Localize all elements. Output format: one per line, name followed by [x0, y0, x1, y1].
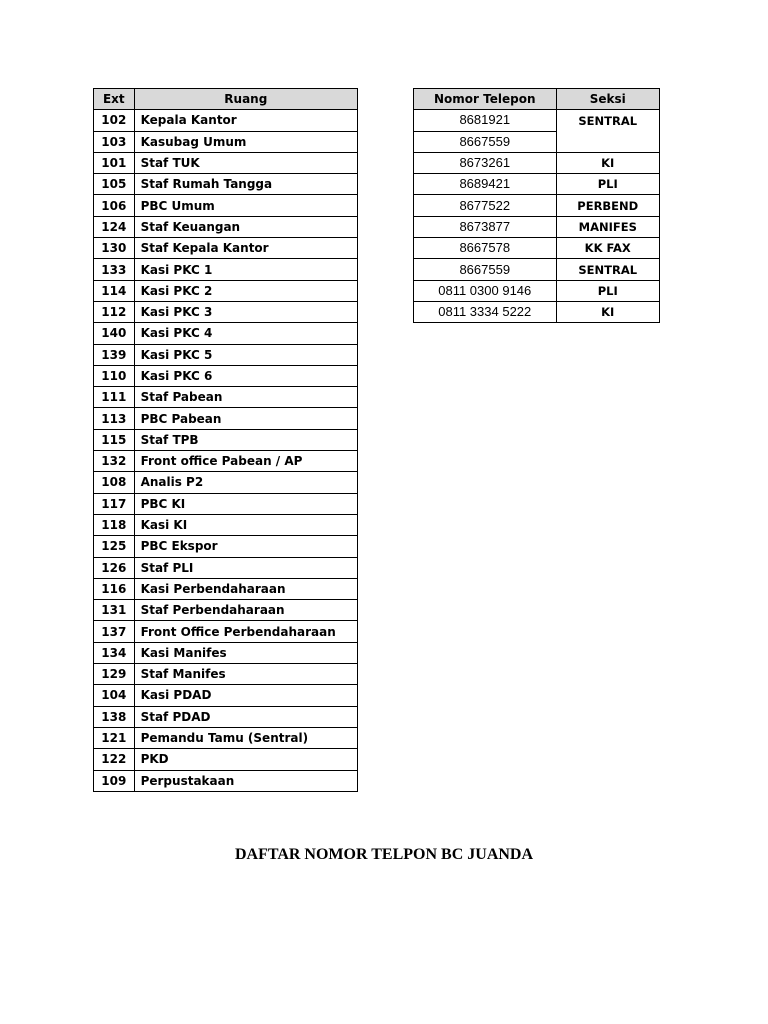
section-cell: PLI: [556, 280, 660, 301]
header-ext: Ext: [94, 89, 135, 110]
ext-cell: 134: [94, 642, 135, 663]
phone-number-cell: 8681921: [414, 110, 557, 131]
table-row: [94, 493, 358, 514]
ext-cell: 105: [94, 174, 135, 195]
phone-number-cell: 0811 0300 9146: [414, 280, 557, 301]
table-row: [414, 195, 660, 216]
ext-cell: 116: [94, 578, 135, 599]
table-row: [94, 110, 358, 131]
table-row: [414, 280, 660, 301]
table-row: [414, 238, 660, 259]
room-cell: Front office Pabean / AP: [134, 451, 357, 472]
phone-number-cell: 8673261: [414, 152, 557, 173]
table-row: [94, 600, 358, 621]
room-cell: PBC Ekspor: [134, 536, 357, 557]
room-cell: Staf Perbendaharaan: [134, 600, 357, 621]
section-cell: SENTRAL: [556, 110, 660, 153]
phone-number-cell: 8667559: [414, 259, 557, 280]
ext-cell: 114: [94, 280, 135, 301]
room-cell: Staf TPB: [134, 429, 357, 450]
table-row: [94, 727, 358, 748]
table-row: [94, 216, 358, 237]
table-row: [94, 280, 358, 301]
room-cell: Kepala Kantor: [134, 110, 357, 131]
room-cell: Front Office Perbendaharaan: [134, 621, 357, 642]
ext-cell: 121: [94, 727, 135, 748]
header-room: Ruang: [134, 89, 357, 110]
room-cell: Kasubag Umum: [134, 131, 357, 152]
phone-number-cell: 8667578: [414, 238, 557, 259]
room-cell: Kasi PKC 3: [134, 301, 357, 322]
table-row: [414, 110, 660, 131]
table-row: [94, 557, 358, 578]
room-cell: PBC KI: [134, 493, 357, 514]
table-row: [94, 365, 358, 386]
table-row: [94, 536, 358, 557]
table-row: [94, 195, 358, 216]
ext-cell: 106: [94, 195, 135, 216]
page-title: DAFTAR NOMOR TELPON BC JUANDA: [234, 846, 534, 863]
ext-cell: 131: [94, 600, 135, 621]
room-cell: Kasi PKC 5: [134, 344, 357, 365]
ext-cell: 112: [94, 301, 135, 322]
ext-cell: 115: [94, 429, 135, 450]
ext-cell: 109: [94, 770, 135, 791]
ext-cell: 137: [94, 621, 135, 642]
ext-cell: 133: [94, 259, 135, 280]
ext-cell: 101: [94, 152, 135, 173]
table-row: [414, 152, 660, 173]
room-cell: Staf Rumah Tangga: [134, 174, 357, 195]
room-cell: Pemandu Tamu (Sentral): [134, 727, 357, 748]
room-cell: Kasi KI: [134, 514, 357, 535]
ext-cell: 111: [94, 387, 135, 408]
phone-table-body: [414, 110, 660, 323]
room-cell: Kasi PDAD: [134, 685, 357, 706]
phone-number-cell: 8689421: [414, 174, 557, 195]
room-cell: Kasi PKC 4: [134, 323, 357, 344]
room-cell: PKD: [134, 749, 357, 770]
table-row: [94, 408, 358, 429]
table-row: [94, 259, 358, 280]
extension-table-header: [94, 89, 358, 110]
ext-cell: 138: [94, 706, 135, 727]
room-cell: Staf Manifes: [134, 664, 357, 685]
room-cell: Staf Kepala Kantor: [134, 238, 357, 259]
section-cell: PERBEND: [556, 195, 660, 216]
room-cell: Analis P2: [134, 472, 357, 493]
table-row: [94, 131, 358, 152]
section-cell: KI: [556, 152, 660, 173]
ext-cell: 129: [94, 664, 135, 685]
phone-table-header: [414, 89, 660, 110]
ext-cell: 108: [94, 472, 135, 493]
ext-cell: 130: [94, 238, 135, 259]
ext-cell: 139: [94, 344, 135, 365]
extension-table: [93, 88, 358, 792]
ext-cell: 113: [94, 408, 135, 429]
room-cell: Staf PLI: [134, 557, 357, 578]
header-phone-number: Nomor Telepon: [414, 89, 557, 110]
table-row: [94, 621, 358, 642]
table-row: [94, 514, 358, 535]
ext-cell: 132: [94, 451, 135, 472]
ext-cell: 104: [94, 685, 135, 706]
ext-cell: 110: [94, 365, 135, 386]
table-row: [94, 429, 358, 450]
phone-number-cell: 8673877: [414, 216, 557, 237]
table-row: [94, 152, 358, 173]
section-cell: PLI: [556, 174, 660, 195]
room-cell: Staf Keuangan: [134, 216, 357, 237]
table-row: [414, 174, 660, 195]
room-cell: Perpustakaan: [134, 770, 357, 791]
table-row: [94, 451, 358, 472]
table-row: [94, 770, 358, 791]
ext-cell: 126: [94, 557, 135, 578]
table-row: [94, 578, 358, 599]
table-row: [94, 238, 358, 259]
table-row: [94, 344, 358, 365]
table-row: [94, 685, 358, 706]
ext-cell: 102: [94, 110, 135, 131]
section-cell: MANIFES: [556, 216, 660, 237]
table-row: [94, 323, 358, 344]
table-row: [94, 706, 358, 727]
phone-table: [413, 88, 660, 323]
room-cell: PBC Pabean: [134, 408, 357, 429]
ext-cell: 103: [94, 131, 135, 152]
room-cell: Kasi Perbendaharaan: [134, 578, 357, 599]
room-cell: Kasi PKC 2: [134, 280, 357, 301]
header-section: Seksi: [556, 89, 660, 110]
ext-cell: 125: [94, 536, 135, 557]
extension-table-body: [94, 110, 358, 792]
room-cell: Kasi Manifes: [134, 642, 357, 663]
table-row: [94, 387, 358, 408]
ext-cell: 118: [94, 514, 135, 535]
section-cell: KK FAX: [556, 238, 660, 259]
room-cell: Staf Pabean: [134, 387, 357, 408]
section-cell: SENTRAL: [556, 259, 660, 280]
table-row: [94, 749, 358, 770]
ext-cell: 124: [94, 216, 135, 237]
table-row: [94, 664, 358, 685]
table-row: [414, 259, 660, 280]
table-row: [414, 301, 660, 322]
phone-number-cell: 8677522: [414, 195, 557, 216]
room-cell: Kasi PKC 6: [134, 365, 357, 386]
table-row: [94, 301, 358, 322]
room-cell: Staf TUK: [134, 152, 357, 173]
table-row: [94, 174, 358, 195]
room-cell: PBC Umum: [134, 195, 357, 216]
ext-cell: 122: [94, 749, 135, 770]
table-row: [94, 642, 358, 663]
table-row: [414, 216, 660, 237]
phone-number-cell: 8667559: [414, 131, 557, 152]
ext-cell: 117: [94, 493, 135, 514]
phone-number-cell: 0811 3334 5222: [414, 301, 557, 322]
ext-cell: 140: [94, 323, 135, 344]
section-cell: KI: [556, 301, 660, 322]
table-row: [94, 472, 358, 493]
room-cell: Kasi PKC 1: [134, 259, 357, 280]
room-cell: Staf PDAD: [134, 706, 357, 727]
